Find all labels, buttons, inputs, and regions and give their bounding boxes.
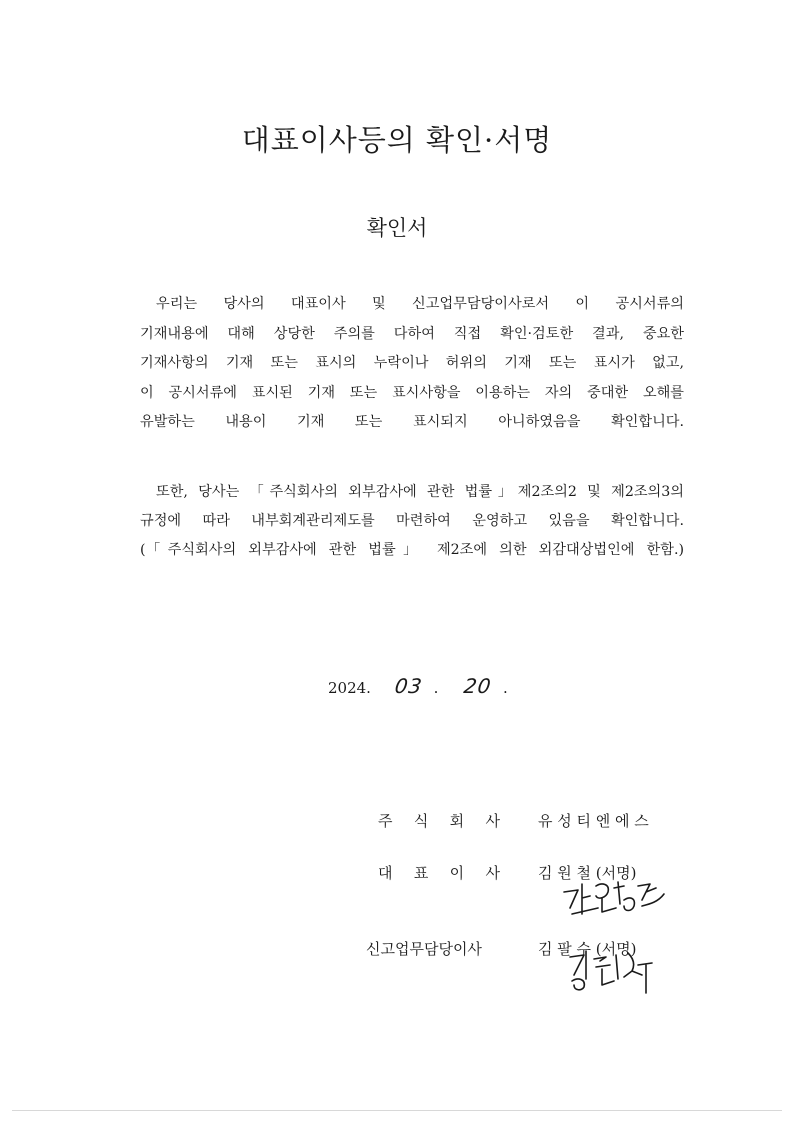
- internal-control-paragraph: [140, 478, 684, 565]
- ceo-label: 대 표 이 사: [378, 864, 500, 882]
- paragraph-line: 또한, 당사는 「주식회사의 외부감사에 관한 법률」제2조의2 및 제2조의3의: [156, 484, 684, 500]
- company-name: 유 성 티 엔 에 스: [538, 812, 649, 830]
- date-day-handwritten: 20: [462, 674, 494, 698]
- company-label: 주 식 회 사: [378, 812, 500, 830]
- page-bottom-edge: [12, 1110, 782, 1111]
- paragraph-line: 규정에 따라 내부회계관리제도를 마련하여 운영하고 있음을 확인합니다.: [140, 513, 684, 529]
- document-date: [328, 674, 514, 698]
- paragraph-line: 기재사항의 기재 또는 표시의 누락이나 허위의 기재 또는 표시가 없고,: [140, 355, 684, 371]
- date-separator: .: [502, 679, 508, 697]
- paragraph-line: 우리는 당사의 대표이사 및 신고업무담당이사로서 이 공시서류의: [156, 296, 684, 312]
- date-separator: .: [433, 679, 439, 697]
- document-title: 대표이사등의 확인·서명: [241, 123, 553, 157]
- paragraph-line: 유발하는 내용이 기재 또는 표시되지 아니하였음을 확인합니다.: [140, 414, 684, 430]
- ceo-name: 김 원 철 (서명): [538, 864, 637, 882]
- officer-name: 김 팔 수 (서명): [538, 940, 637, 958]
- officer-label: 신고업무담당이사: [366, 940, 482, 958]
- date-month-handwritten: 03: [393, 674, 424, 698]
- confirmation-paragraph: [140, 290, 684, 438]
- paragraph-line: 기재내용에 대해 상당한 주의를 다하여 직접 확인·검토한 결과, 중요한: [140, 325, 684, 342]
- paragraph-line: 이 공시서류에 표시된 기재 또는 표시사항을 이용하는 자의 중대한 오해를: [140, 384, 684, 401]
- ceo-handwritten-signature: [558, 878, 670, 926]
- paragraph-line: (「주식회사의 외부감사에 관한 법률」 제2조에 의한 외감대상법인에 한함.): [140, 542, 684, 558]
- date-year: 2024.: [328, 679, 371, 697]
- document-subtitle: 확인서: [366, 216, 428, 240]
- officer-handwritten-signature: [566, 945, 662, 1001]
